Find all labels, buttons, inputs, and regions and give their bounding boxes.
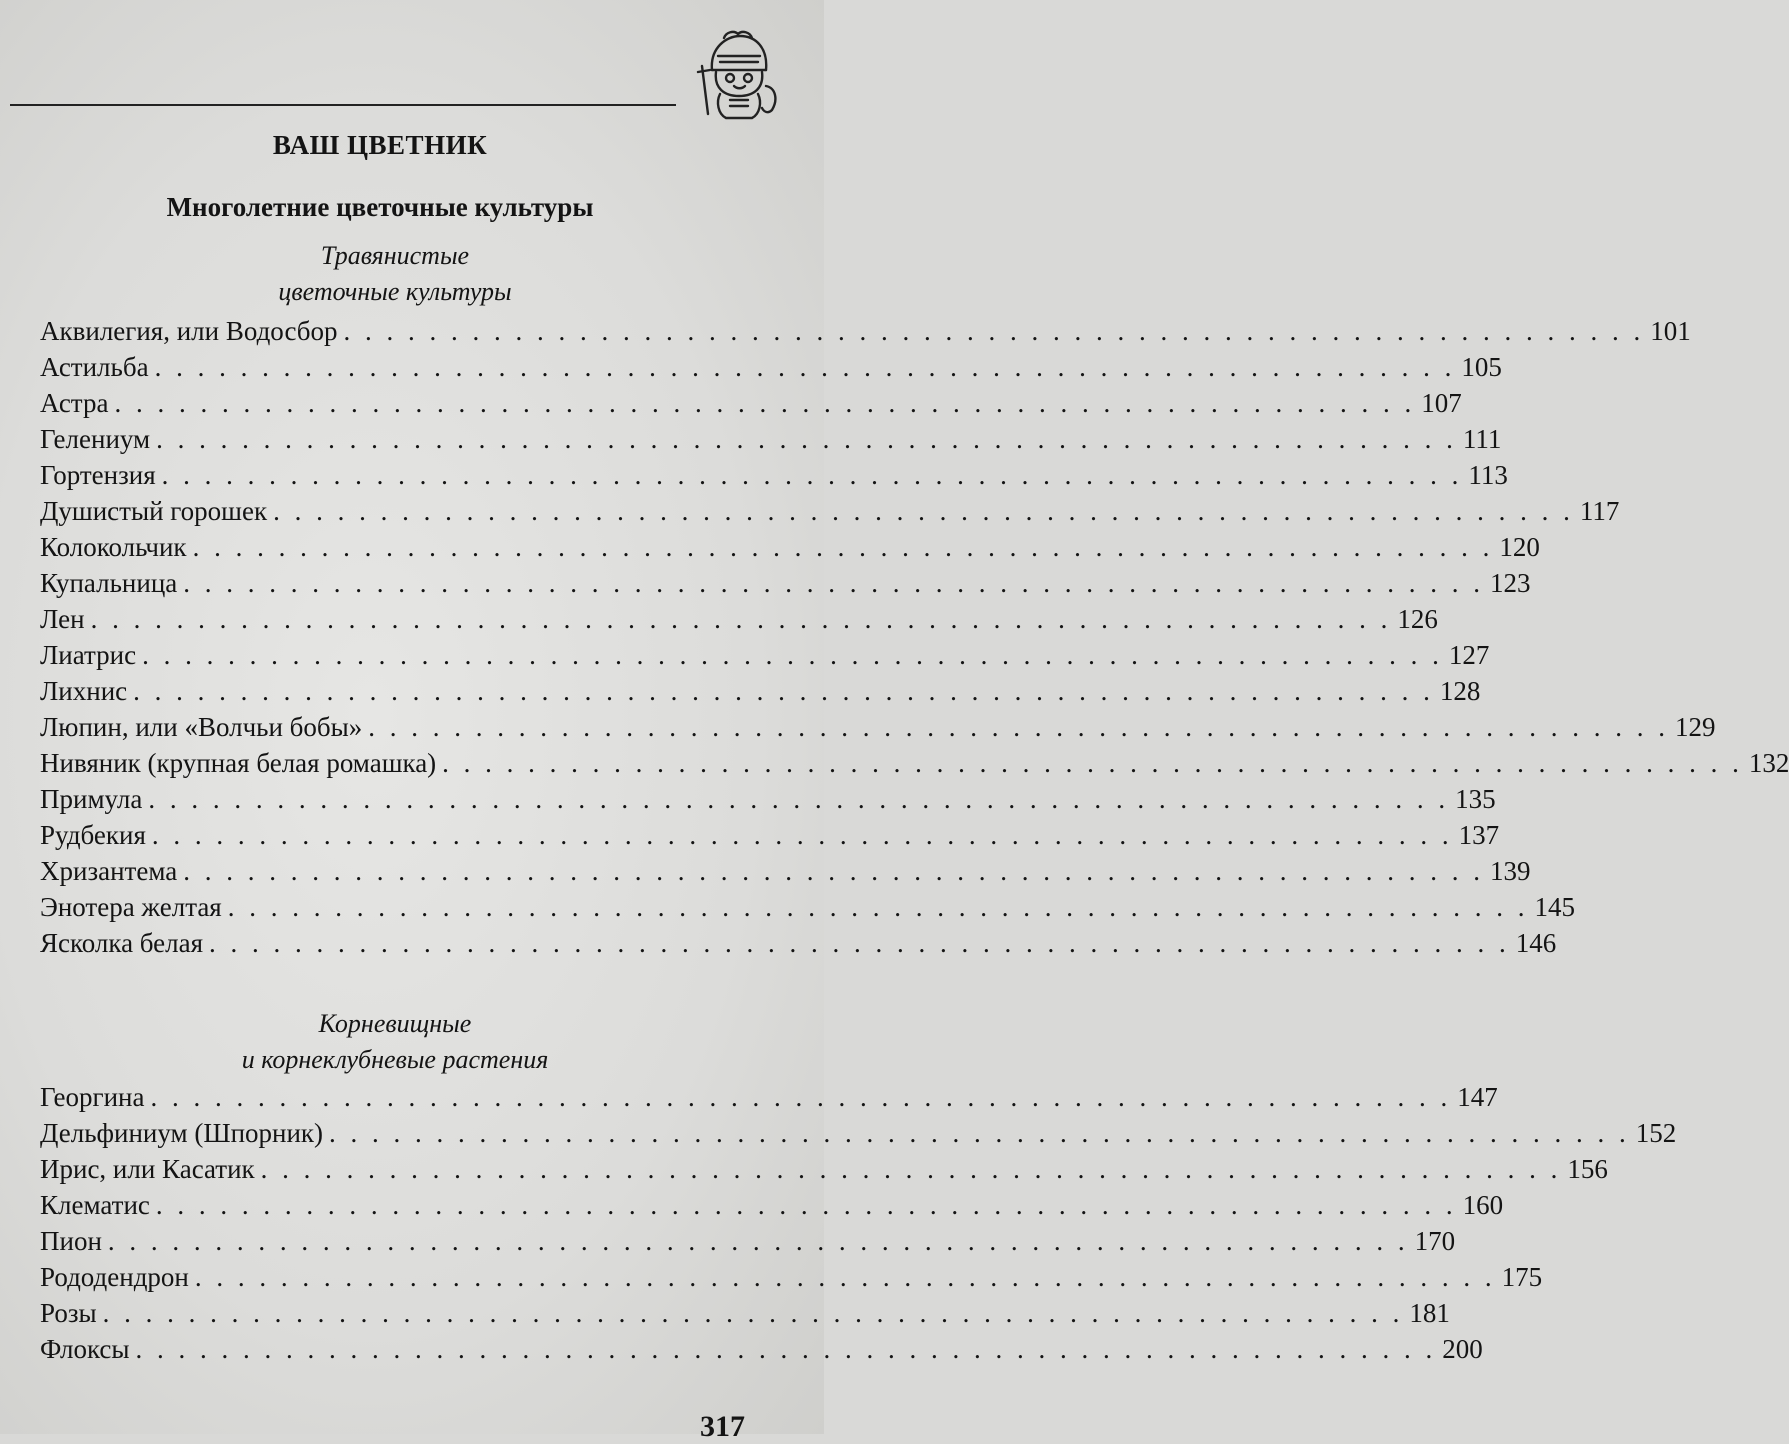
leader-dots: . . . . . . . . . . . . . . . . . . . . . . . . . . . . . . . . . . . . . . . . . . . . . . . . . . . . . . . . . . . . . [161,460,1463,490]
toc-entry[interactable] [40,820,1500,856]
leader-dots: . . . . . . . . . . . . . . . . . . . . . . . . . . . . . . . . . . . . . . . . . . . . . . . . . . . . . . . . . . . . . [107,1226,1409,1256]
leader-dots: . . . . . . . . . . . . . . . . . . . . . . . . . . . . . . . . . . . . . . . . . . . . . . . . . . . . . . . . . . . . . [151,820,1453,850]
toc-entry[interactable] [40,460,1508,496]
group-heading-rhizomatous [0,1006,790,1078]
toc-entry[interactable] [40,1154,1608,1190]
group-heading-line: цветочные культуры [278,277,512,306]
leader-dots: . . . . . . . . . . . . . . . . . . . . . . . . . . . . . . . . . . . . . . . . . . . . . . . . . . . . . . . . . . . . . [260,1154,1562,1184]
toc-entry-name: Лиатрис [40,640,137,670]
leader-dots: . . . . . . . . . . . . . . . . . . . . . . . . . . . . . . . . . . . . . . . . . . . . . . . . . . . . . . . . . . . . . [148,784,1450,814]
toc-entry[interactable] [40,568,1531,604]
toc-entry-name: Астильба [40,352,149,382]
toc-entry-name: Флоксы [40,1334,130,1364]
toc-entry[interactable] [40,424,1502,460]
toc-entry[interactable] [40,640,1490,676]
leader-dots: . . . . . . . . . . . . . . . . . . . . . . . . . . . . . . . . . . . . . . . . . . . . . . . . . . . . . . . . . . . . . [135,1334,1437,1364]
toc-entry-name: Душистый горошек [40,496,268,526]
toc-entry-page: 200 [1442,1334,1483,1364]
toc-entry-name: Нивяник (крупная белая ромашка) [40,748,437,778]
toc-entry[interactable] [40,1334,1483,1370]
toc-entry-page: 146 [1515,928,1557,958]
leader-dots: . . . . . . . . . . . . . . . . . . . . . . . . . . . . . . . . . . . . . . . . . . . . . . . . . . . . . . . . . . . . . [183,856,1484,886]
header-rule [10,104,676,106]
toc-entry-name: Колокольчик [40,532,187,562]
toc-entry-name: Хризантема [40,856,178,886]
toc-entry-name: Астра [40,388,109,418]
toc-entry-name: Рудбекия [40,820,146,850]
toc-entry-name: Лихнис [40,676,128,706]
leader-dots: . . . . . . . . . . . . . . . . . . . . . . . . . . . . . . . . . . . . . . . . . . . . . . . . . . . . . . . . . . . . . [114,388,1416,418]
toc-entry-page: 160 [1462,1190,1504,1220]
toc-entry[interactable] [40,676,1481,712]
page-number: 317 [700,1410,745,1443]
toc-entry-page: 128 [1439,676,1481,706]
toc-entry-page: 139 [1489,856,1531,886]
toc-entry[interactable] [40,1298,1450,1334]
toc-entry-page: 123 [1490,568,1531,598]
toc-entry[interactable] [40,712,1716,748]
knight-mascot-icon [690,26,780,122]
toc-entry-name: Гелениум [40,424,151,454]
toc-entry[interactable] [40,604,1438,640]
toc-entry-name: Розы [40,1298,97,1328]
toc-entry[interactable] [40,892,1575,928]
toc-entry[interactable] [40,352,1502,388]
leader-dots: . . . . . . . . . . . . . . . . . . . . . . . . . . . . . . . . . . . . . . . . . . . . . . . . . . . . . . . . . . . . . [192,532,1494,562]
toc-entry[interactable] [40,532,1540,568]
leader-dots: . . . . . . . . . . . . . . . . . . . . . . . . . . . . . . . . . . . . . . . . . . . . . . . . . . . . . . . . . . . . . [102,1298,1404,1328]
toc-entry-name: Дельфиниум (Шпорник) [40,1118,324,1148]
leader-dots: . . . . . . . . . . . . . . . . . . . . . . . . . . . . . . . . . . . . . . . . . . . . . . . . . . . . . . . . . . . . . [329,1118,1630,1148]
toc-entry-page: 181 [1409,1298,1450,1328]
toc-entry-page: 145 [1534,892,1575,922]
leader-dots: . . . . . . . . . . . . . . . . . . . . . . . . . . . . . . . . . . . . . . . . . . . . . . . . . . . . . . . . . . . . . [343,316,1645,346]
leader-dots: . . . . . . . . . . . . . . . . . . . . . . . . . . . . . . . . . . . . . . . . . . . . . . . . . . . . . . . . . . . . . [154,352,1456,382]
toc-entry-name: Клематис [40,1190,150,1220]
toc-entry[interactable] [40,748,1789,784]
toc-entry[interactable] [40,496,1620,532]
toc-entry-name: Энотера желтая [40,892,222,922]
toc-entry-page: 137 [1458,820,1500,850]
toc-entry-page: 170 [1414,1226,1456,1256]
toc-entry[interactable] [40,1262,1543,1298]
leader-dots: . . . . . . . . . . . . . . . . . . . . . . . . . . . . . . . . . . . . . . . . . . . . . . . . . . . . . . . . . . . . . [368,712,1670,742]
leader-dots: . . . . . . . . . . . . . . . . . . . . . . . . . . . . . . . . . . . . . . . . . . . . . . . . . . . . . . . . . . . . . [183,568,1485,598]
leader-dots: . . . . . . . . . . . . . . . . . . . . . . . . . . . . . . . . . . . . . . . . . . . . . . . . . . . . . . . . . . . . . [150,1082,1452,1112]
toc-entry-page: 111 [1462,424,1502,454]
toc-entry-page: 127 [1448,640,1490,670]
leader-dots: . . . . . . . . . . . . . . . . . . . . . . . . . . . . . . . . . . . . . . . . . . . . . . . . . . . . . . . . . . . . . [142,640,1443,670]
toc-entry-name: Ирис, или Касатик [40,1154,255,1184]
toc-entry-page: 107 [1421,388,1462,418]
toc-entry-page: 120 [1499,532,1540,562]
toc-entry[interactable] [40,1226,1456,1262]
toc-entry-name: Рододендрон [40,1262,189,1292]
toc-entry-name: Аквилегия, или Водосбор [40,316,338,346]
leader-dots: . . . . . . . . . . . . . . . . . . . . . . . . . . . . . . . . . . . . . . . . . . . . . . . . . . . . . . . . . . . . . [227,892,1529,922]
leader-dots: . . . . . . . . . . . . . . . . . . . . . . . . . . . . . . . . . . . . . . . . . . . . . . . . . . . . . . . . . . . . . [90,604,1392,634]
leader-dots: . . . . . . . . . . . . . . . . . . . . . . . . . . . . . . . . . . . . . . . . . . . . . . . . . . . . . . . . . . . . . [209,928,1510,958]
toc-entry[interactable] [40,1190,1504,1226]
section-subtitle: Многолетние цветочные культуры [166,192,594,222]
toc-entry-page: 147 [1457,1082,1498,1112]
leader-dots: . . . . . . . . . . . . . . . . . . . . . . . . . . . . . . . . . . . . . . . . . . . . . . . . . . . . . . . . . . . . . [273,496,1574,526]
toc-entry-page: 156 [1567,1154,1608,1184]
toc-entry-page: 135 [1455,784,1496,814]
toc-entry-name: Гортензия [40,460,156,490]
toc-entry-name: Георгина [40,1082,145,1112]
toc-entry[interactable] [40,316,1691,352]
section-title: ВАШ ЦВЕТНИК [272,130,488,160]
toc-entry-name: Лен [40,604,85,634]
toc-entry-page: 132 [1748,748,1789,778]
toc-entry-name: Пион [40,1226,102,1256]
toc-entry[interactable] [40,928,1557,964]
group-heading-herbaceous [0,238,790,310]
toc-entry-page: 113 [1468,460,1508,490]
leader-dots: . . . . . . . . . . . . . . . . . . . . . . . . . . . . . . . . . . . . . . . . . . . . . . . . . . . . . . . . . . . . . [156,424,1457,454]
toc-entry-page: 105 [1461,352,1502,382]
toc-entry-page: 126 [1397,604,1438,634]
leader-dots: . . . . . . . . . . . . . . . . . . . . . . . . . . . . . . . . . . . . . . . . . . . . . . . . . . . . . . . . . . . . . [133,676,1434,706]
toc-entry[interactable] [40,856,1531,892]
toc-entry-name: Примула [40,784,143,814]
group-heading-line: Травянистые [320,241,470,270]
toc-entry-name: Ясколка белая [40,928,204,958]
toc-entry[interactable] [40,388,1462,424]
group-heading-line: Корневищные [318,1009,472,1038]
toc-entry-page: 101 [1650,316,1691,346]
leader-dots: . . . . . . . . . . . . . . . . . . . . . . . . . . . . . . . . . . . . . . . . . . . . . . . . . . . . . . . . . . . . . [442,748,1743,778]
toc-entry[interactable] [40,784,1496,820]
group-heading-line: и корнеклубневые растения [241,1045,549,1074]
toc-entry[interactable] [40,1082,1498,1118]
toc-entry[interactable] [40,1118,1677,1154]
toc-entry-name: Люпин, или «Волчьи бобы» [40,712,363,742]
leader-dots: . . . . . . . . . . . . . . . . . . . . . . . . . . . . . . . . . . . . . . . . . . . . . . . . . . . . . . . . . . . . . [194,1262,1496,1292]
leader-dots: . . . . . . . . . . . . . . . . . . . . . . . . . . . . . . . . . . . . . . . . . . . . . . . . . . . . . . . . . . . . . [155,1190,1457,1220]
toc-entry-page: 175 [1501,1262,1543,1292]
toc-entry-name: Купальница [40,568,178,598]
toc-entry-page: 129 [1675,712,1716,742]
toc-entry-page: 152 [1635,1118,1677,1148]
toc-entry-page: 117 [1579,496,1620,526]
